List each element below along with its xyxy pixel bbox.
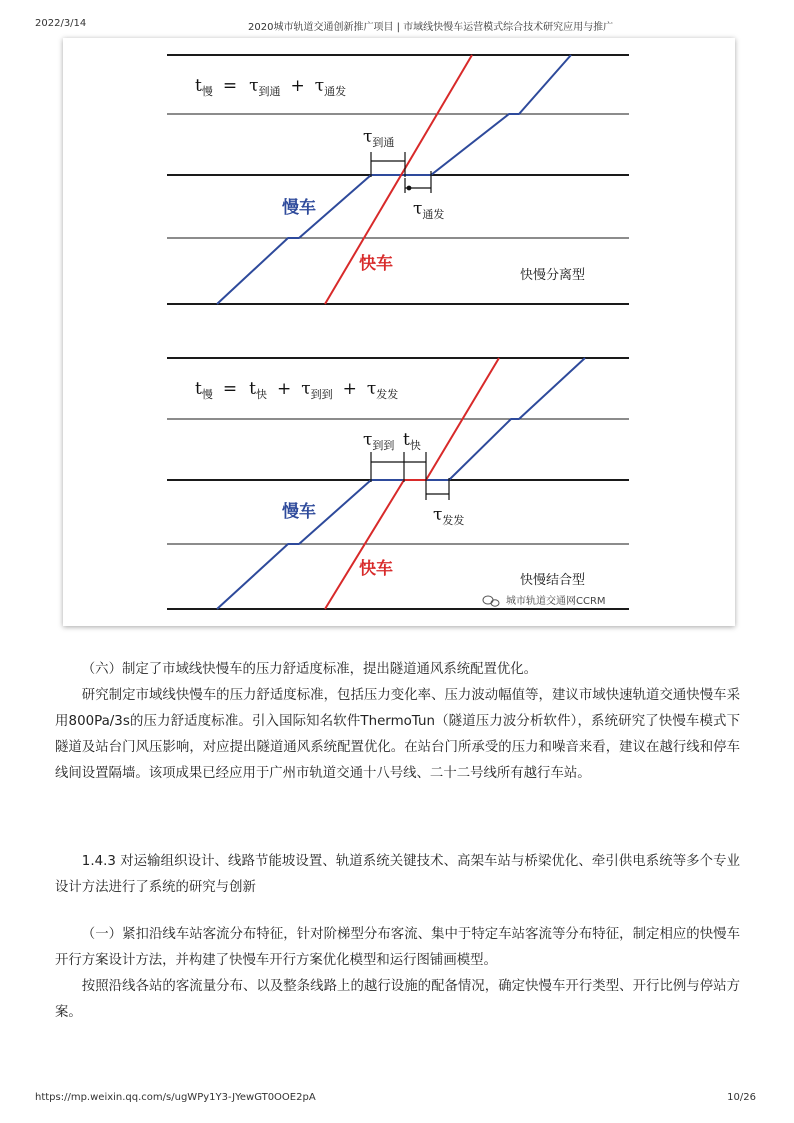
top-slow-train-label: 慢车 <box>282 198 316 218</box>
top-formula: $t_慢 = \tau_{到通} + \tau_{通发}$ <box>195 76 347 98</box>
train-diagram-figure <box>63 38 735 626</box>
bottom-formula: $t_慢 = t_快 + \tau_{到到} + \tau_{发发}$ <box>195 379 399 401</box>
wechat-icon <box>483 596 499 606</box>
bottom-slow-train-label: 慢车 <box>282 502 316 522</box>
top-tau-markers <box>371 152 431 193</box>
footer-url[interactable]: https://mp.weixin.qq.com/s/ugWPy1Y3-JYewGT0OOE2pA <box>35 1092 316 1103</box>
section-design-methods <box>55 849 740 901</box>
top-diagram <box>167 55 629 304</box>
bottom-type-label: 快慢结合型 <box>520 573 586 588</box>
section-scheme <box>55 922 740 1026</box>
fast-train-path <box>325 55 472 304</box>
paragraph-heading: （六）制定了市域线快慢车的压力舒适度标准，提出隧道通风系统配置优化。 <box>81 662 538 677</box>
paragraph: 按照沿线各站的客流量分布、以及整条线路上的越行设施的配备情况，确定快慢车开行类型、开行比例与停站方案。 <box>55 979 740 1020</box>
tau-arrive-pass-label: $\tau_{到通}$ <box>363 127 395 149</box>
header-title: 2020城市轨道交通创新推广项目 | 市域线快慢车运营模式综合技术研究应用与推广 <box>248 22 614 33</box>
section-heading: 1.4.3 对运输组织设计、线路节能坡设置、轨道系统关键技术、高架车站与桥梁优化、牵引供电系统等多个专业设计方法进行了系统的研究与创新 <box>55 854 740 895</box>
tau-pass-depart-label: $\tau_{通发}$ <box>413 199 445 221</box>
paragraph: 研究制定市域线快慢车的压力舒适度标准，包括压力变化率、压力波动幅值等，建议市域快速轨道交通快慢车采用800Pa/3s的压力舒适度标准。引入国际知名软件ThermoTun（隧道压力波分析软件），系统研究了快慢车模式下隧道及站台门风压影响，对应提出隧道通风系统配置优化。在站台门所承受的压力和噪音来看，建议在越行线和停车线间设置隔墙。该项成果已经应用于广州市轨道交通十八号线、二十二号线所有越行车站。 <box>55 688 740 781</box>
top-type-label: 快慢分离型 <box>520 268 586 283</box>
paragraph: （一）紧扣沿线车站客流分布特征，针对阶梯型分布客流、集中于特定车站客流等分布特征，制定相应的快慢车开行方案设计方法，并构建了快慢车开行方案优化模型和运行图铺画模型。 <box>55 927 740 968</box>
footer-page-number: 10/26 <box>727 1092 756 1103</box>
tau-depart-depart-label: $\tau_{发发}$ <box>433 505 465 527</box>
watermark: 城市轨道交通网CCRM <box>506 596 606 607</box>
top-fast-train-label: 快车 <box>359 254 393 274</box>
t-fast-label: $t_快$ <box>403 430 421 452</box>
tau-arrive-arrive-label: $\tau_{到到}$ <box>363 430 395 452</box>
train-diagram <box>63 38 735 626</box>
bottom-diagram <box>167 358 629 609</box>
section-pressure <box>55 657 740 787</box>
header-date: 2022/3/14 <box>35 18 87 29</box>
bottom-fast-train-label: 快车 <box>359 559 393 579</box>
